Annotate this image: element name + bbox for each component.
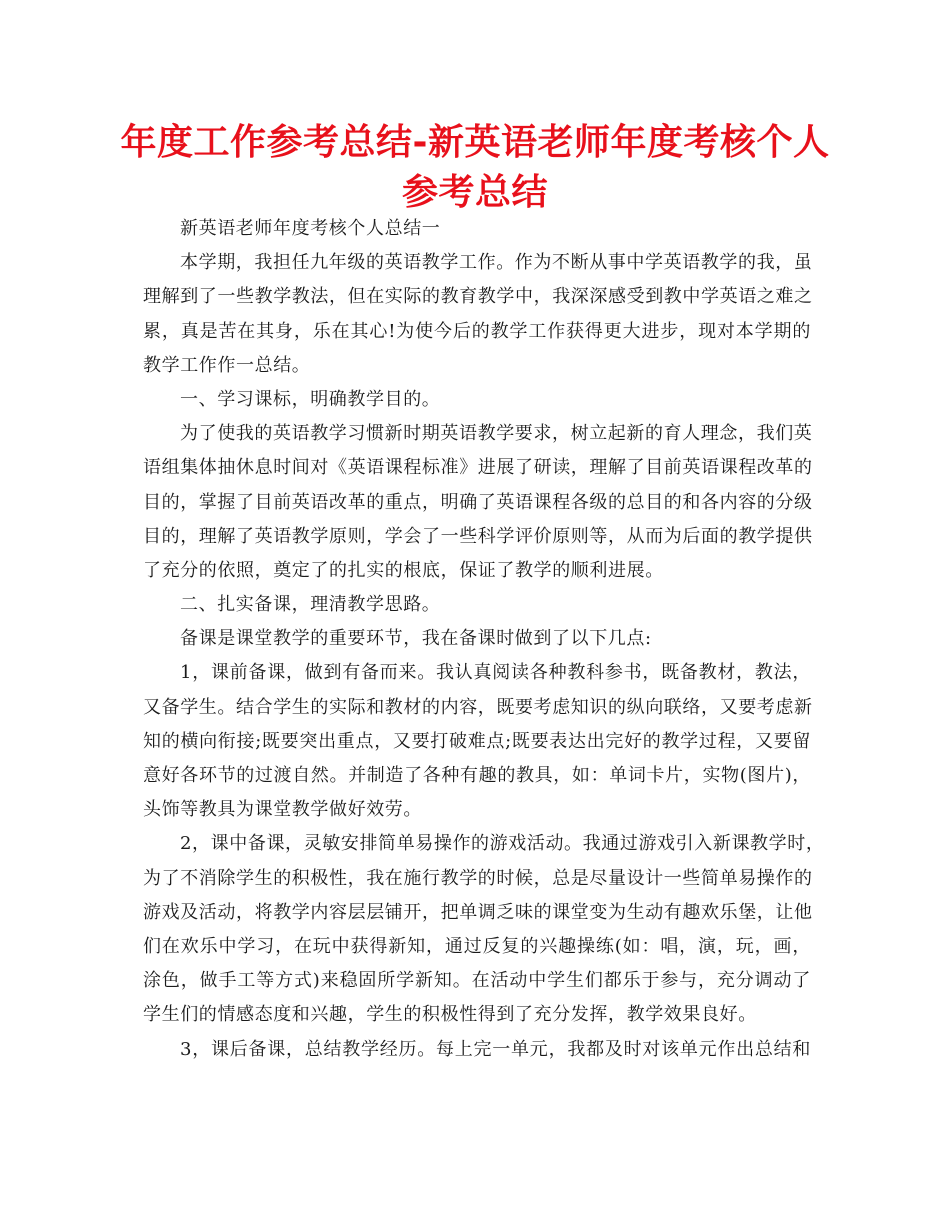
body-text-line: 目的，理解了英语教学原则，学会了一些科学评价原则等，从而为后面的教学提供 [143,525,813,547]
body-text-line: 们在欢乐中学习，在玩中获得新知，通过反复的兴趣操练(如：唱，演，玩，画， [143,935,811,957]
body-text-line: 游戏及活动，将教学内容层层铺开，把单调乏味的课堂变为生动有趣欢乐堡，让他 [143,901,813,923]
body-text-line: 又备学生。结合学生的实际和教材的内容，既要考虑知识的纵向联络，又要考虑新 [143,696,813,718]
body-text-line: 教学工作作一总结。 [143,354,311,376]
body-text-line: 1，课前备课，做到有备而来。我认真阅读各种教科参书，既备教材，教法， [180,662,811,684]
body-text-line: 累，真是苦在其身，乐在其心!为使今后的教学工作获得更大进步，现对本学期的 [143,320,811,342]
body-text-line: 理解到了一些教学教法，但在实际的教育教学中，我深深感受到教中学英语之难之 [143,286,813,308]
body-text-line: 涂色，做手工等方式)来稳固所学新知。在活动中学生们都乐于参与，充分调动了 [143,970,811,992]
body-text-line: 目的，掌握了目前英语改革的重点，明确了英语课程各级的总目的和各内容的分级 [143,491,813,513]
body-text-line: 二、扎实备课，理清教学思路。 [180,594,441,616]
body-text-line: 3，课后备课，总结教学经历。每上完一单元，我都及时对该单元作出总结和 [180,1038,811,1060]
document-body [143,212,825,1067]
body-text-line: 语组集体抽休息时间对《英语课程标准》进展了研读，理解了目前英语课程改革的 [143,457,813,479]
body-text-line: 学生们的情感态度和兴趣，学生的积极性得到了充分发挥，教学效果良好。 [143,1004,757,1026]
document-title: 年度工作参考总结-新英语老师年度考核个人参考总结 [120,122,830,213]
body-text-line: 头饰等教具为课堂教学做好效劳。 [143,799,422,821]
body-text-line: 为了不消除学生的积极性，我在施行教学的时候，总是尽量设计一些简单易操作的 [143,867,813,889]
body-text-line: 了充分的依照，奠定了的扎实的根底，保证了教学的顺利进展。 [143,559,664,581]
body-text-line: 一、学习课标，明确教学目的。 [180,388,441,410]
body-text-line: 意好各环节的过渡自然。并制造了各种有趣的教具，如：单词卡片，实物(图片)， [143,765,811,786]
body-text-line: 新英语老师年度考核个人总结一 [180,218,441,239]
body-text-line: 知的横向衔接;既要突出重点，又要打破难点;既要表达出完好的教学过程，又要留 [143,730,811,752]
body-text-line: 为了使我的英语教学习惯新时期英语教学要求，树立起新的育人理念，我们英 [180,423,813,445]
body-text-line: 本学期，我担任九年级的英语教学工作。作为不断从事中学英语教学的我，虽 [180,252,813,274]
body-text-line: 备课是课堂教学的重要环节，我在备课时做到了以下几点: [180,628,652,650]
body-text-line: 2，课中备课，灵敏安排简单易操作的游戏活动。我通过游戏引入新课教学时， [180,833,825,855]
